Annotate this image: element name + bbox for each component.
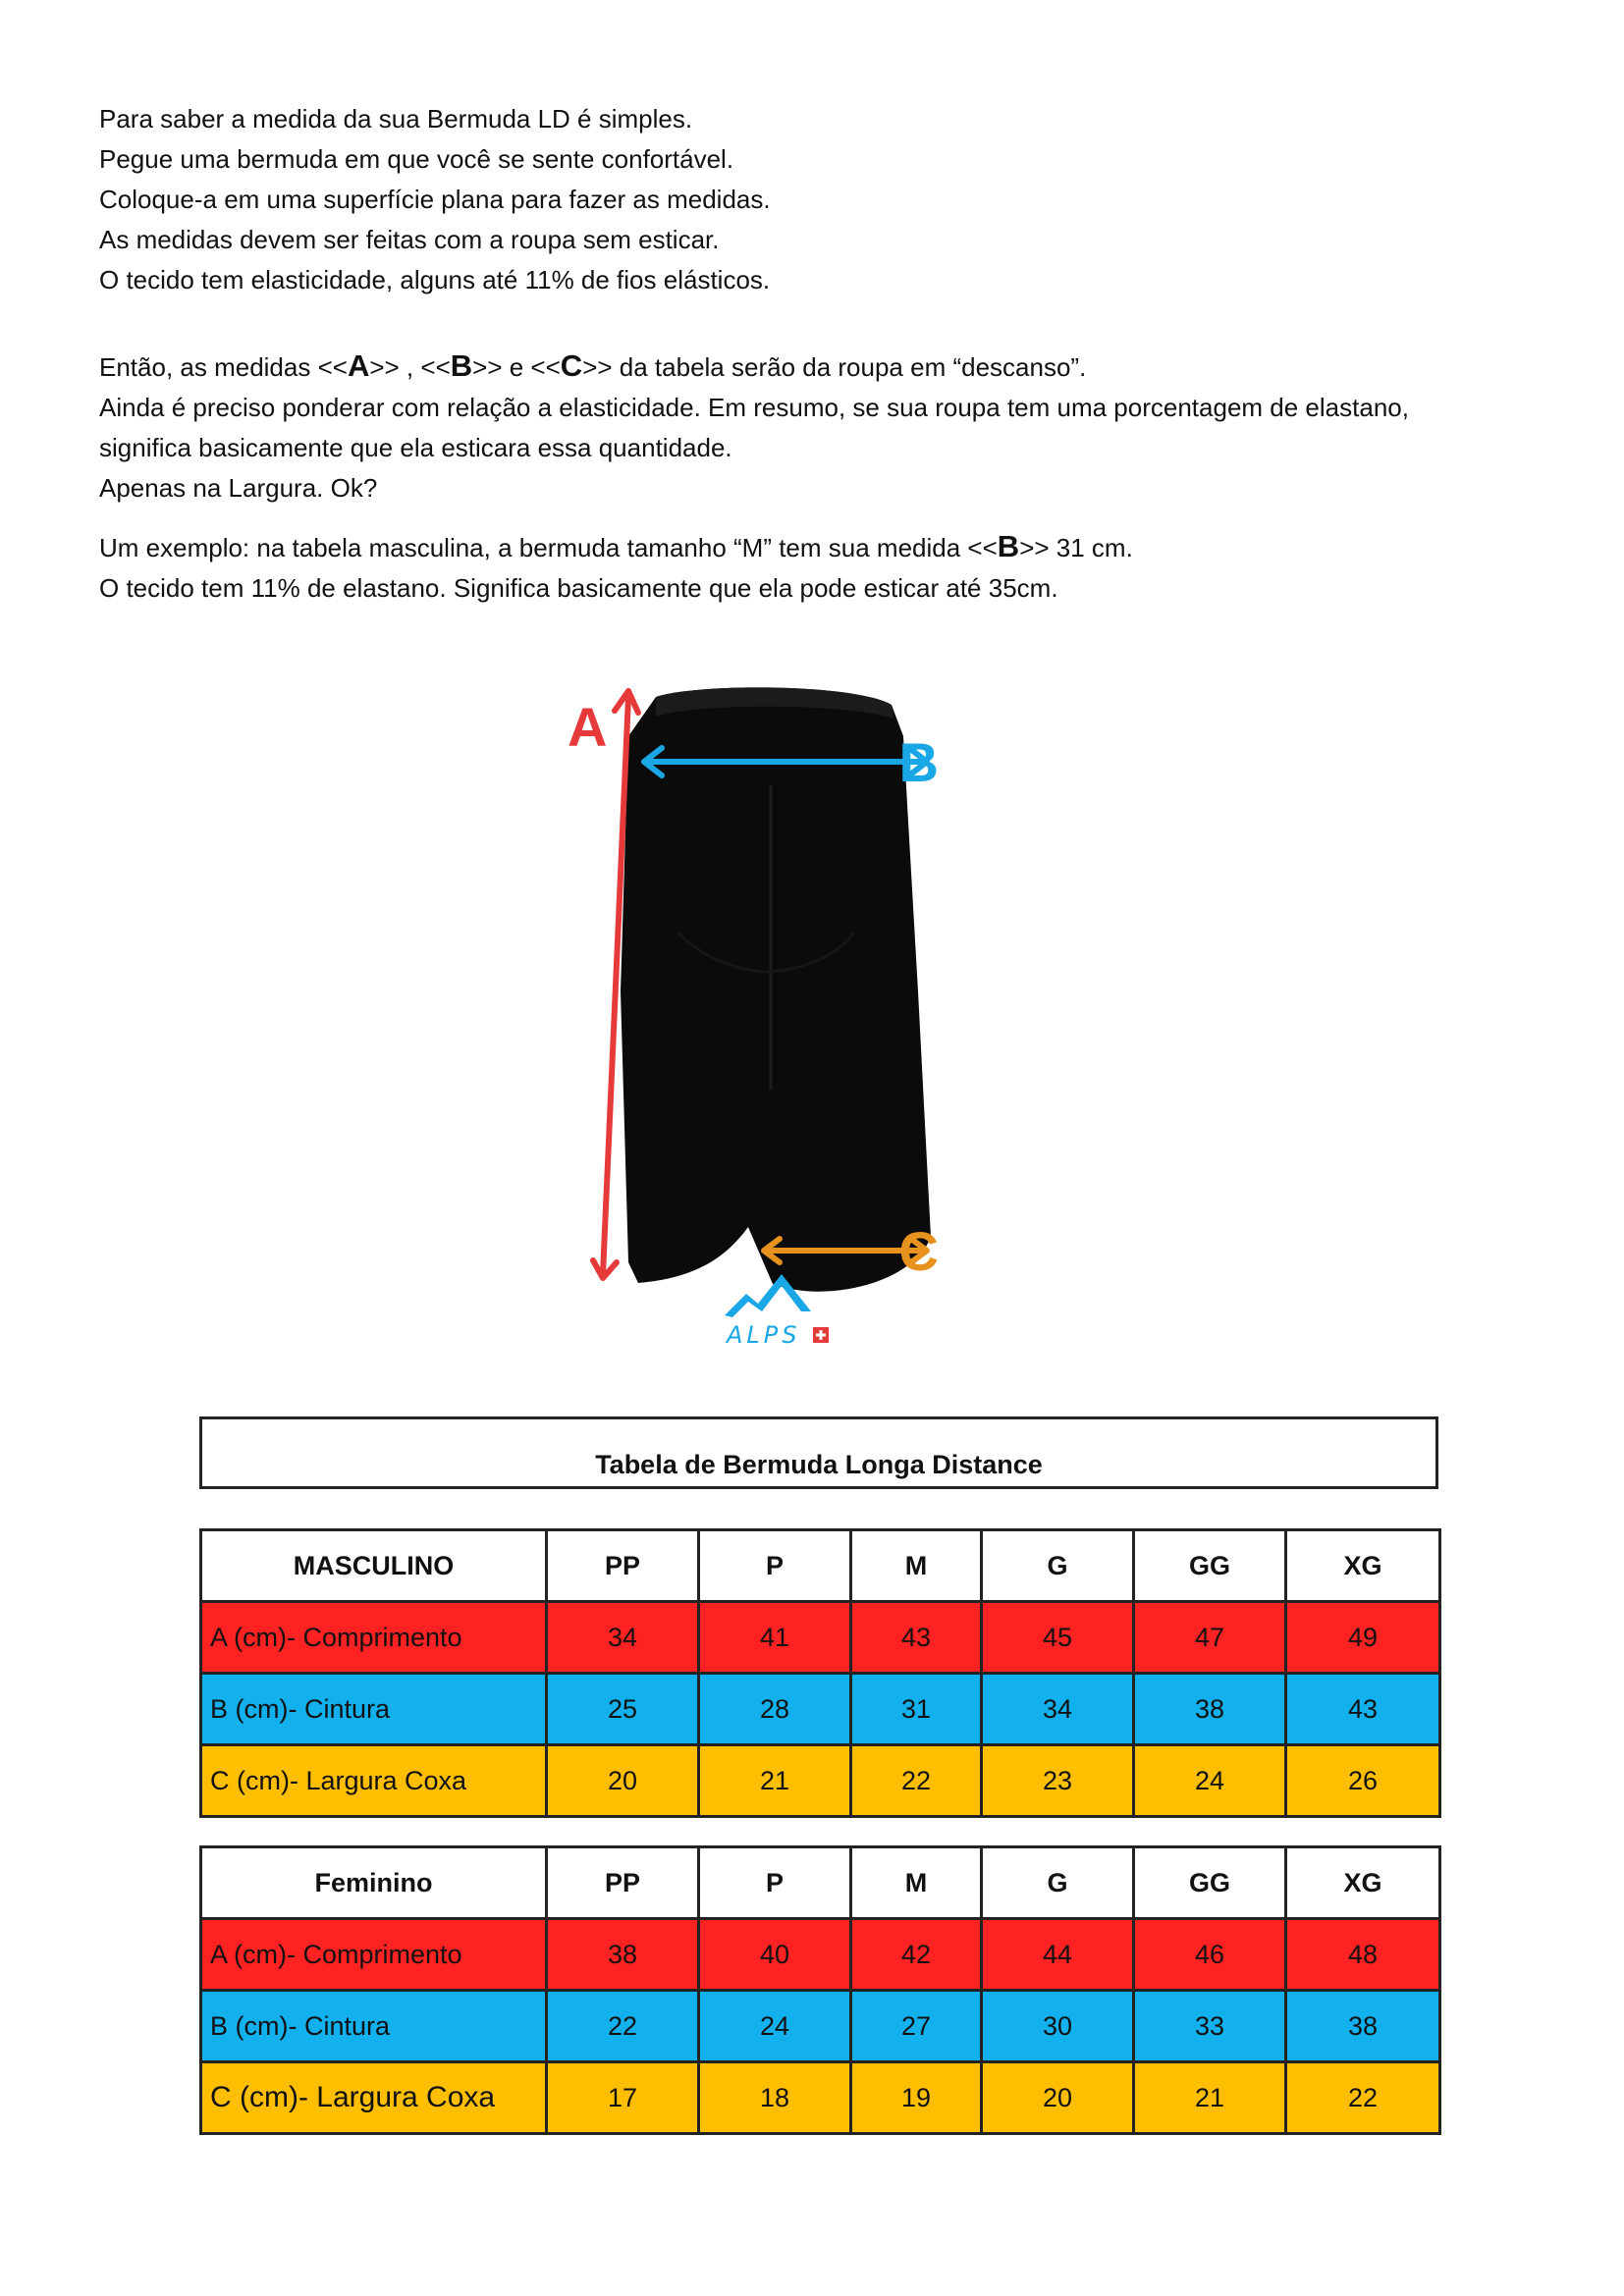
table-header-gender: Feminino bbox=[201, 1847, 547, 1919]
table-cell: 34 bbox=[982, 1674, 1134, 1745]
row-label: A (cm)- Comprimento bbox=[201, 1602, 547, 1674]
table-cell: 38 bbox=[547, 1919, 699, 1991]
table-cell: 28 bbox=[699, 1674, 851, 1745]
table-cell: 42 bbox=[851, 1919, 982, 1991]
row-label: B (cm)- Cintura bbox=[201, 1674, 547, 1745]
table-cell: 46 bbox=[1134, 1919, 1286, 1991]
row-label: C (cm)- Largura Coxa bbox=[201, 1745, 547, 1817]
table-cell: 22 bbox=[1286, 2062, 1440, 2134]
intro-line: significa basicamente que ela esticara essa quantidade. bbox=[99, 433, 732, 462]
size-header: G bbox=[982, 1847, 1134, 1919]
shorts-diagram bbox=[530, 677, 943, 1355]
table-cell: 38 bbox=[1134, 1674, 1286, 1745]
table-cell: 21 bbox=[1134, 2062, 1286, 2134]
intro-line: Ainda é preciso ponderar com relação a elasticidade. Em resumo, se sua roupa tem uma porcentagem de elastano, bbox=[99, 393, 1409, 422]
table-cell: 33 bbox=[1134, 1991, 1286, 2062]
label-b: B bbox=[898, 731, 939, 793]
table-header-gender: MASCULINO bbox=[201, 1530, 547, 1602]
table-title-box bbox=[199, 1416, 1438, 1489]
table-cell: 20 bbox=[547, 1745, 699, 1817]
measures-text-4: >> da tabela serão da roupa em “descanso”. bbox=[582, 352, 1087, 382]
table-cell: 38 bbox=[1286, 1991, 1440, 2062]
table-cell: 41 bbox=[699, 1602, 851, 1674]
size-header: M bbox=[851, 1847, 982, 1919]
table-row bbox=[201, 2062, 1440, 2134]
table-cell: 30 bbox=[982, 1991, 1134, 2062]
table-cell: 24 bbox=[1134, 1745, 1286, 1817]
measures-text-1: Então, as medidas << bbox=[99, 352, 348, 382]
table-cell: 48 bbox=[1286, 1919, 1440, 1991]
intro-line: Apenas na Largura. Ok? bbox=[99, 473, 378, 503]
size-header: G bbox=[982, 1530, 1134, 1602]
size-header: GG bbox=[1134, 1530, 1286, 1602]
row-label: B (cm)- Cintura bbox=[201, 1991, 547, 2062]
size-header: GG bbox=[1134, 1847, 1286, 1919]
table-cell: 47 bbox=[1134, 1602, 1286, 1674]
table-cell: 17 bbox=[547, 2062, 699, 2134]
table-cell: 23 bbox=[982, 1745, 1134, 1817]
measures-text-3: >> e << bbox=[472, 352, 561, 382]
intro-line: O tecido tem elasticidade, alguns até 11% de fios elásticos. bbox=[99, 265, 771, 294]
table-cell: 43 bbox=[851, 1602, 982, 1674]
row-label: A (cm)- Comprimento bbox=[201, 1919, 547, 1991]
intro-line: O tecido tem 11% de elastano. Significa basicamente que ela pode esticar até 35cm. bbox=[99, 573, 1058, 603]
row-label: C (cm)- Largura Coxa bbox=[201, 2062, 547, 2134]
table-title: Tabela de Bermuda Longa Distance bbox=[595, 1450, 1043, 1479]
table-row bbox=[201, 1919, 1440, 1991]
measure-c-letter: C bbox=[560, 348, 583, 383]
table-cell: 25 bbox=[547, 1674, 699, 1745]
size-header: P bbox=[699, 1530, 851, 1602]
size-header: PP bbox=[547, 1530, 699, 1602]
table-cell: 45 bbox=[982, 1602, 1134, 1674]
masculino-size-table bbox=[199, 1528, 1441, 1818]
example-text-1: Um exemplo: na tabela masculina, a bermuda tamanho “M” tem sua medida << bbox=[99, 533, 998, 562]
example-text-2: >> 31 cm. bbox=[1019, 533, 1133, 562]
intro-text bbox=[99, 99, 1533, 609]
size-header: XG bbox=[1286, 1847, 1440, 1919]
table-cell: 18 bbox=[699, 2062, 851, 2134]
table-cell: 49 bbox=[1286, 1602, 1440, 1674]
table-cell: 44 bbox=[982, 1919, 1134, 1991]
table-cell: 22 bbox=[547, 1991, 699, 2062]
measures-text-2: >> , << bbox=[369, 352, 451, 382]
table-row bbox=[201, 1602, 1440, 1674]
table-cell: 22 bbox=[851, 1745, 982, 1817]
label-c: C bbox=[898, 1220, 939, 1282]
size-header: P bbox=[699, 1847, 851, 1919]
logo-text: ALPS bbox=[727, 1321, 801, 1349]
shorts-measurement-figure bbox=[530, 677, 943, 1355]
table-cell: 34 bbox=[547, 1602, 699, 1674]
intro-line: Para saber a medida da sua Bermuda LD é simples. bbox=[99, 104, 693, 133]
table-header-row bbox=[201, 1847, 1440, 1919]
table-cell: 19 bbox=[851, 2062, 982, 2134]
table-cell: 20 bbox=[982, 2062, 1134, 2134]
table-cell: 24 bbox=[699, 1991, 851, 2062]
size-header: M bbox=[851, 1530, 982, 1602]
table-cell: 31 bbox=[851, 1674, 982, 1745]
measure-a-letter: A bbox=[347, 348, 370, 383]
intro-line: Pegue uma bermuda em que você se sente confortável. bbox=[99, 144, 734, 174]
size-header: PP bbox=[547, 1847, 699, 1919]
table-cell: 40 bbox=[699, 1919, 851, 1991]
label-a: A bbox=[568, 696, 608, 758]
size-header: XG bbox=[1286, 1530, 1440, 1602]
measure-b-letter: B bbox=[450, 348, 473, 383]
table-row bbox=[201, 1991, 1440, 2062]
intro-line: Coloque-a em uma superfície plana para fazer as medidas. bbox=[99, 185, 771, 214]
table-cell: 27 bbox=[851, 1991, 982, 2062]
measures-line bbox=[99, 346, 1533, 388]
shorts-shape bbox=[621, 687, 931, 1291]
table-cell: 21 bbox=[699, 1745, 851, 1817]
example-b-letter: B bbox=[997, 529, 1020, 563]
table-cell: 26 bbox=[1286, 1745, 1440, 1817]
table-cell: 43 bbox=[1286, 1674, 1440, 1745]
example-line bbox=[99, 526, 1533, 568]
feminino-size-table bbox=[199, 1845, 1441, 2135]
intro-line: As medidas devem ser feitas com a roupa sem esticar. bbox=[99, 225, 720, 254]
table-header-row bbox=[201, 1530, 1440, 1602]
table-row bbox=[201, 1674, 1440, 1745]
table-row bbox=[201, 1745, 1440, 1817]
